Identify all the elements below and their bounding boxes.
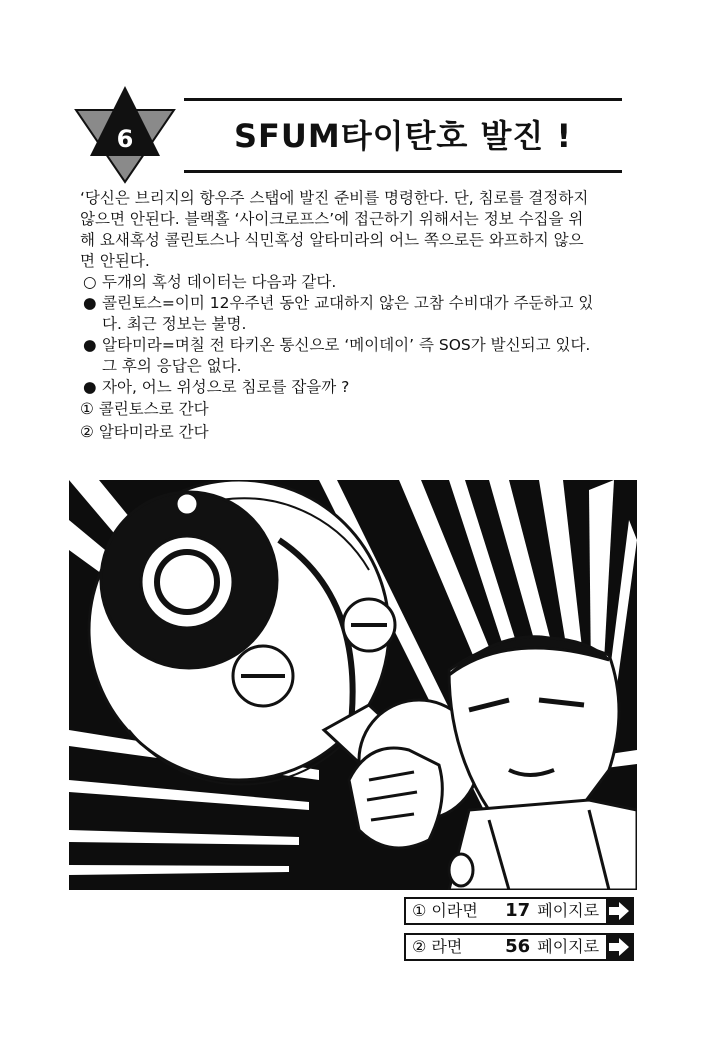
- chapter-number: 6: [116, 125, 134, 153]
- chapter-title: SFUM타이탄호 발진 !: [233, 117, 573, 155]
- bullet-icon: ●: [83, 336, 97, 354]
- link-page-number: 56: [505, 936, 531, 957]
- go-to-page-17-link[interactable]: [404, 897, 634, 925]
- arrow-right-icon: [606, 899, 632, 923]
- arrow-right-icon: [606, 935, 632, 959]
- text-line: 면 안된다.: [80, 252, 150, 270]
- illustration: [69, 480, 637, 890]
- link-option-label: ① 이라면: [412, 901, 478, 920]
- page-links: [404, 897, 634, 969]
- bullet-icon: ●: [83, 378, 97, 396]
- text-line: 않으면 안된다. 블랙홀 ‘사이크로프스’에 접근하기 위해서는 정보 수집을 위: [80, 210, 584, 228]
- text-line: ‘당신은 브리지의 항우주 스탭에 발진 준비를 명령한다. 단, 침로를 결정하지: [80, 189, 589, 207]
- choice-option-2[interactable]: ② 알타미라로 간다: [80, 423, 209, 441]
- choice-option-1[interactable]: ① 콜린토스로 간다: [80, 400, 209, 418]
- intro-paragraph: [80, 188, 640, 272]
- circle-icon: ○: [83, 273, 97, 291]
- bullet-item: ● 자아, 어느 위성으로 침로를 잡을까 ?: [83, 378, 350, 396]
- link-suffix: 페이지로: [537, 937, 600, 956]
- bullet-icon: ●: [83, 294, 97, 312]
- chapter-badge: [72, 84, 178, 184]
- title-rule-top: [184, 98, 622, 101]
- link-page-number: 17: [505, 900, 531, 921]
- go-to-page-56-link[interactable]: [404, 933, 634, 961]
- bullet-item: ● 알타미라=며칠 전 타키온 통신으로 ‘메이데이’ 즉 SOS가 발신되고 있다. 그 후의 응답은 없다.: [83, 336, 591, 375]
- link-suffix: 페이지로: [537, 901, 600, 920]
- link-option-label: ② 라면: [412, 937, 463, 956]
- data-heading: ○ 두개의 혹성 데이터는 다음과 같다.: [83, 273, 337, 291]
- title-rule-bottom: [184, 170, 622, 173]
- story-text: [80, 188, 640, 444]
- text-line: 해 요새혹성 콜린토스나 식민혹성 알타미라의 어느 쪽으로든 와프하지 않으: [80, 231, 584, 249]
- bullet-item: ● 콜린토스=이미 12우주년 동안 교대하지 않은 고참 수비대가 주둔하고 있 다. 최근 정보는 불명.: [83, 294, 594, 333]
